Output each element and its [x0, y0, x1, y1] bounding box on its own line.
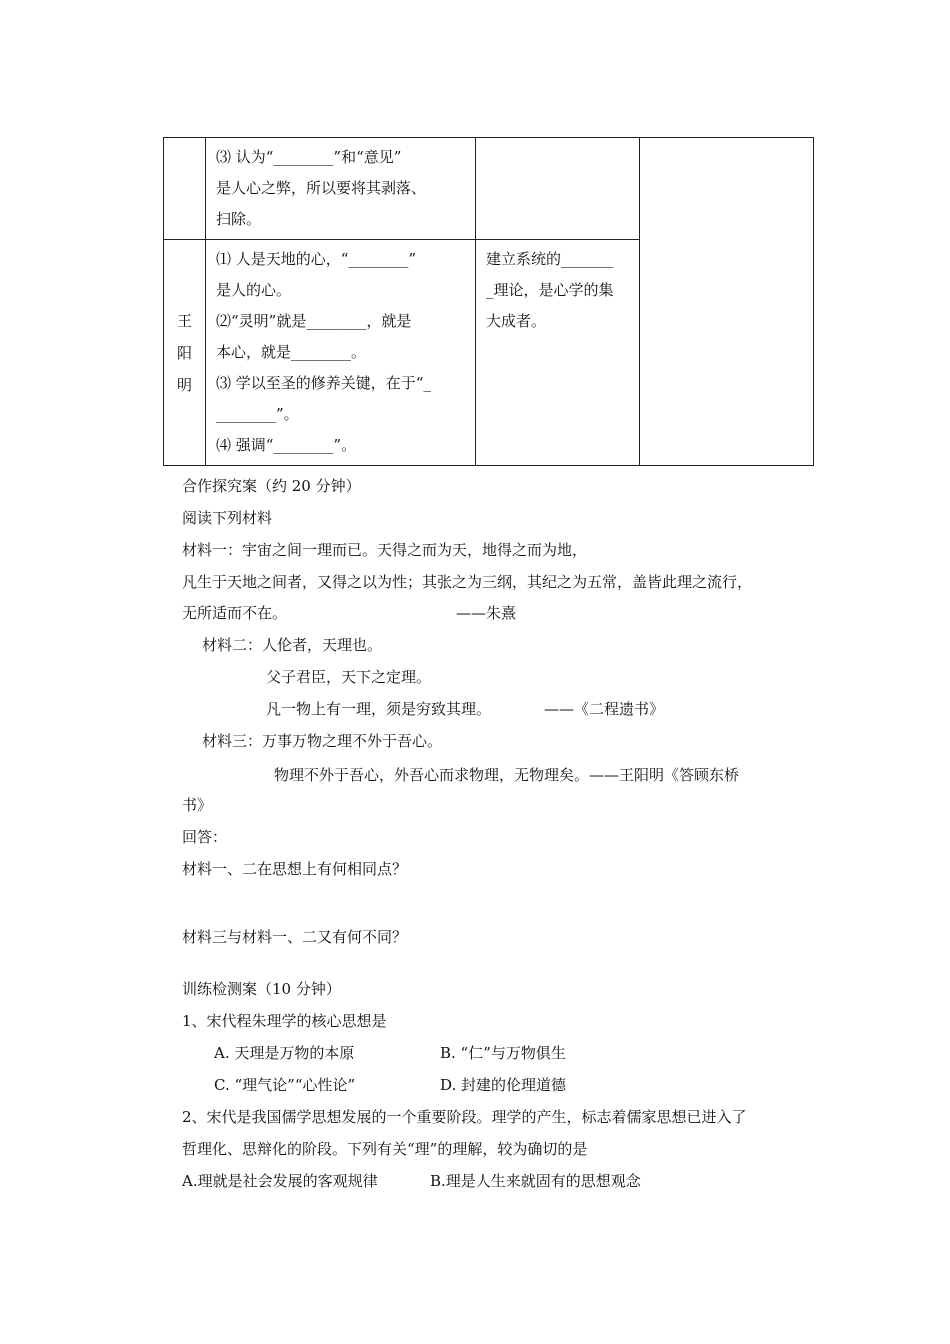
- material-1-line: 材料一：宇宙之间一理而已。天得之而为天，地得之而为地，: [182, 541, 588, 559]
- material-2-source: ——《二程遗书》: [544, 700, 665, 718]
- material-3-line: 材料三：万事万物之理不外于吾心。: [202, 732, 443, 750]
- material-1-line: 凡生于天地之间者，又得之以为性；其张之为三纲，其纪之为五常，盖皆此理之流行，: [182, 573, 753, 591]
- extra-cell: [640, 138, 814, 466]
- content-line: 本心，就是________。: [216, 343, 367, 361]
- content-line: 是人心之弊，所以要将其剥落、: [216, 179, 427, 197]
- content-cell: [206, 138, 476, 240]
- content-line: 扫除。: [216, 210, 262, 228]
- question-text: 2、宋代是我国儒学思想发展的一个重要阶段。理学的产生，标志着儒家思想已进入了: [182, 1108, 747, 1126]
- question-text: 1、宋代程朱理学的核心思想是: [182, 1012, 387, 1030]
- assessment-cell: [476, 240, 640, 466]
- table-row: [164, 138, 814, 240]
- question-text: 哲理化、思辩化的阶段。下列有关“理”的理解，较为确切的是: [182, 1140, 588, 1158]
- content-line: ________”。: [216, 405, 299, 423]
- material-1-line: 无所适而不在。: [182, 604, 288, 622]
- material-2-line: 父子君臣，天下之定理。: [266, 668, 432, 686]
- assessment-line: 大成者。: [486, 312, 547, 330]
- content-line: ⑴ 人是天地的心，“________”: [216, 250, 417, 268]
- answer-option[interactable]: A.理就是社会发展的客观规律: [182, 1172, 378, 1190]
- content-line: 是人的心。: [216, 281, 292, 299]
- content-line: ⑵“灵明”就是________，就是: [216, 312, 412, 330]
- thinker-name-cell: [164, 240, 206, 466]
- answer-label: 回答：: [182, 828, 228, 846]
- content-line: ⑷ 强调“________”。: [216, 436, 357, 454]
- instruction-text: 阅读下列材料: [182, 509, 273, 527]
- answer-option[interactable]: A. 天理是万物的本原: [214, 1044, 355, 1062]
- thinker-name: 王阳明: [177, 311, 193, 394]
- question-text: 材料一、二在思想上有何相同点？: [182, 860, 408, 878]
- material-1-source: ——朱熹: [456, 604, 517, 622]
- thinkers-table: [163, 137, 814, 466]
- answer-option[interactable]: C. “理气论”“心性论”: [214, 1076, 356, 1094]
- assessment-line: 建立系统的_______: [486, 250, 614, 268]
- assessment-cell: [476, 138, 640, 240]
- section-title: 合作探究案（约 20 分钟）: [182, 477, 361, 495]
- assessment-line: _理论，是心学的集: [486, 281, 614, 299]
- section-title: 训练检测案（10 分钟）: [182, 980, 341, 998]
- answer-option[interactable]: D. 封建的伦理道德: [440, 1076, 567, 1094]
- material-3-line: 物理不外于吾心，外吾心而求物理，无物理矣。——王阳明《答顾东桥: [274, 766, 740, 784]
- content-cell: [206, 240, 476, 466]
- material-2-line: 凡一物上有一理，须是穷致其理。: [266, 700, 492, 718]
- question-text: 材料三与材料一、二又有何不同？: [182, 928, 408, 946]
- material-2-line: 材料二：人伦者，天理也。: [202, 636, 383, 654]
- content-line: ⑶ 认为“________”和“意见”: [216, 148, 402, 166]
- answer-option[interactable]: B.理是人生来就固有的思想观念: [430, 1172, 641, 1190]
- answer-option[interactable]: B. “仁”与万物俱生: [440, 1044, 566, 1062]
- thinker-name-cell: [164, 138, 206, 240]
- content-line: ⑶ 学以至圣的修养关键，在于“_: [216, 374, 431, 392]
- material-3-line: 书》: [182, 796, 213, 814]
